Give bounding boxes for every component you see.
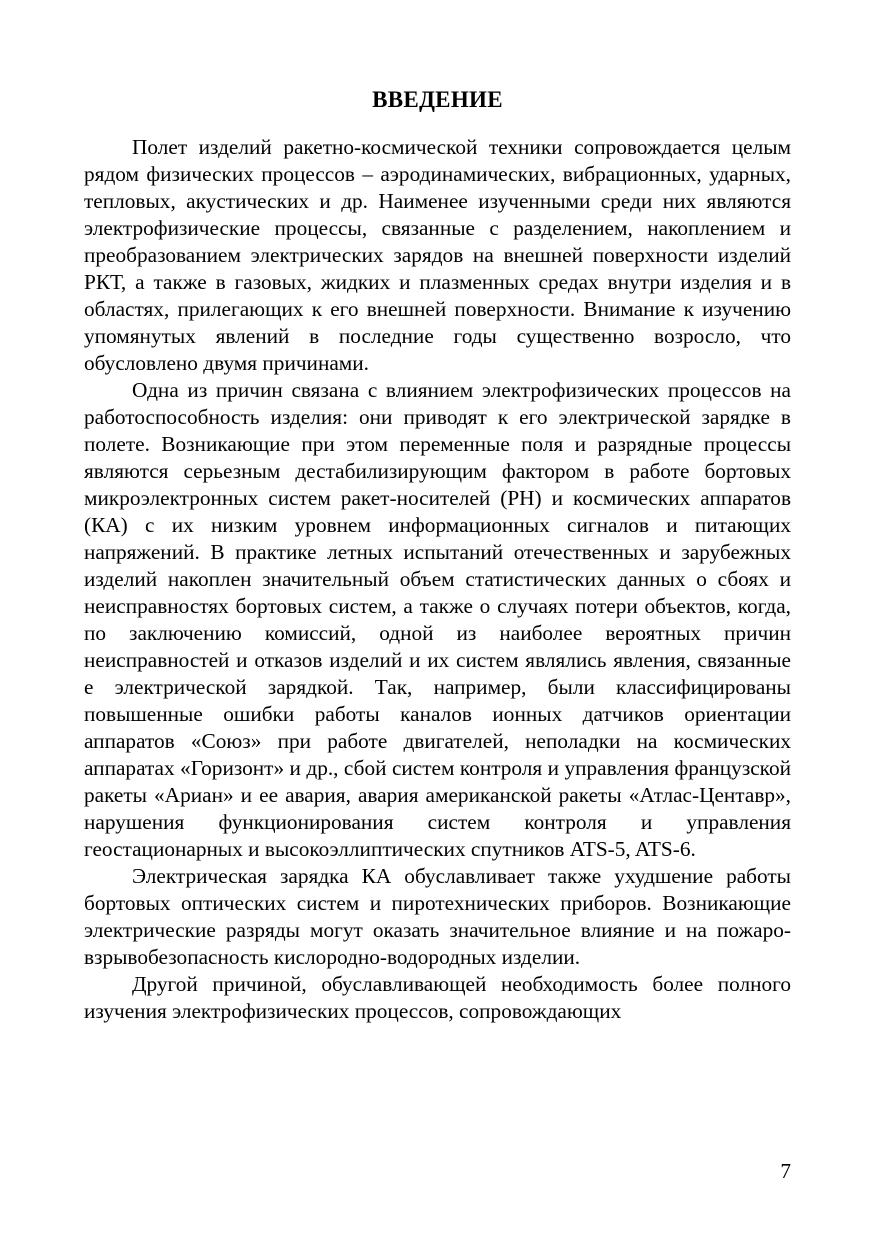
page-number: 7 (780, 1159, 791, 1183)
paragraph-3: Электрическая зарядка КА обуславливает также ухудшение работы бортовых оптических систем и пиротехнических приборов. Возникающие электрические разряды могут оказать значительное влияние и на пожаро-взрывобезопасность кислородно-водородных изделии. (84, 864, 791, 969)
paragraph-1: Полет изделий ракетно-космической техники сопровождается целым рядом физических процессов – аэродинамических, вибрационных, ударных, тепловых, акустических и др. Наименее изученными среди них являются электрофизические процессы, связанные с разделением, накоплением и преобразованием электрических зарядов на внешней поверхности изделий РКТ, а также в газовых, жидких и плазменных средах внутри изделия и в областях, прилегающих к его внешней поверхности. Внимание к изучению упомянутых явлений в последние годы существенно возросло, что обусловлено двумя причинами. (84, 135, 791, 375)
document-page (84, 84, 791, 1025)
paragraph-4: Другой причиной, обуславливающей необходимость более полного изучения электрофизических процессов, сопровождающих (84, 972, 791, 1023)
page-title: ВВЕДЕНИЕ (372, 87, 503, 112)
paragraph-2: Одна из причин связана с влиянием электрофизических процессов на работоспособность изделия: они приводят к его электрической зарядке в полете. Возникающие при этом переменные поля и разрядные процессы являются серьезным дестабилизирующим фактором в работе бортовых микроэлектронных систем ракет-носителей (РН) и космических аппаратов (КА) с их низким уровнем информационных сигналов и питающих напряжений. В практике летных испытаний отечественных и зарубежных изделий накоплен значительный объем статистических данных о сбоях и неисправностях бортовых систем, а также о случаях потери объектов, когда, по заключению комиссий, одной из наиболее вероятных причин неисправностей и отказов изделий и их систем являлись явления, связанные е электрической зарядкой. Так, например, были классифицированы повышенные ошибки работы каналов ионных датчиков ориентации аппаратов «Союз» при работе двигателей, неполадки на космических аппаратах «Горизонт» и др., сбой систем контроля и управления французской ракеты «Ариан» и ее авария, авария американской ракеты «Атлас-Центавр», нарушения функционирования систем контроля и управления геостационарных и высокоэллиптических спутников ATS-5, ATS-6. (84, 378, 791, 861)
